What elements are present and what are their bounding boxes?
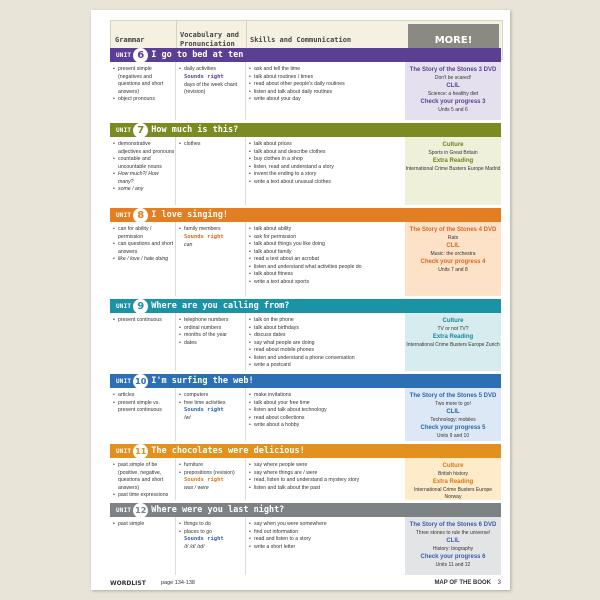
vocab-list xyxy=(179,521,245,552)
more-heading: The Story of the Stones 4 DVD xyxy=(409,227,497,233)
sounds-right-label: Sounds right xyxy=(184,407,224,414)
grammar-column xyxy=(110,222,175,296)
skill-item: • say where things are / were xyxy=(249,470,405,478)
vocab-item: • family members xyxy=(179,226,245,234)
more-item: Don't be scared! xyxy=(434,74,472,81)
more-item: Units 11 and 12 xyxy=(435,561,471,568)
vocab-column xyxy=(175,137,245,205)
vocab-column xyxy=(175,62,245,120)
grammar-item: • How much?/ How many? xyxy=(113,171,175,186)
skill-item: • talk about birthdays xyxy=(249,325,405,333)
unit-number-badge: 12 xyxy=(133,503,148,518)
more-heading: Culture xyxy=(442,142,464,148)
vocab-list xyxy=(179,141,245,149)
more-heading: The Story of the Stones 6 DVD xyxy=(409,522,497,528)
skill-item: • write a postcard xyxy=(249,362,405,370)
unit-title: How much is this? xyxy=(151,125,239,135)
skills-column xyxy=(245,62,405,120)
skill-item: • read about collections xyxy=(249,415,405,423)
grammar-list xyxy=(113,521,175,529)
pronunciation-item: /w/ xyxy=(184,415,191,422)
grammar-item: • articles xyxy=(113,392,175,400)
grammar-list xyxy=(113,462,175,500)
skill-item: • ask for permission xyxy=(249,234,405,242)
sounds-right-label: Sounds right xyxy=(184,477,224,484)
skill-item: • write a text about sports xyxy=(249,279,405,287)
unit-title-bar xyxy=(110,123,501,137)
unit-title: I go to bed at ten xyxy=(151,50,244,60)
unit-title-bar xyxy=(110,208,501,222)
skills-column xyxy=(245,517,405,575)
pronunciation-item: can xyxy=(184,241,193,248)
more-heading: CLIL xyxy=(446,408,460,415)
more-item: Sports in Great Britain xyxy=(428,149,478,156)
sounds-right-label: Sounds right xyxy=(184,233,224,240)
unit-label: UNIT xyxy=(116,506,132,514)
skill-item: • read about mobile phones xyxy=(249,347,405,355)
unit-title-bar xyxy=(110,503,501,517)
vocab-column xyxy=(175,517,245,575)
skill-item: • talk about fitness xyxy=(249,271,405,279)
vocab-item: • dates xyxy=(179,340,245,348)
more-item: Units 5 and 6 xyxy=(438,106,468,113)
vocab-column xyxy=(175,222,245,296)
more-item: Science: a healthy diet xyxy=(427,90,479,97)
unit-label: UNIT xyxy=(116,126,132,134)
skill-item: • talk about and describe clothes xyxy=(249,149,405,157)
skill-item: • listen and understand what activities people do xyxy=(249,264,405,272)
skill-item: • write about your day xyxy=(249,96,405,104)
vocab-item: • ordinal numbers xyxy=(179,325,245,333)
more-heading: CLIL xyxy=(446,537,460,544)
unit-label: UNIT xyxy=(116,447,132,455)
unit-title-bar xyxy=(110,299,501,313)
skills-column xyxy=(245,137,405,205)
unit-row xyxy=(110,458,501,500)
map-of-the-book-label: MAP OF THE BOOK xyxy=(434,580,491,586)
more-heading: Extra Reading xyxy=(432,157,474,164)
vocab-item: • months of the year xyxy=(179,332,245,340)
page-number: 3 xyxy=(497,580,501,586)
unit-number-badge: 8 xyxy=(133,208,148,223)
more-item: Music: the orchestra xyxy=(430,250,476,257)
grammar-list xyxy=(113,226,175,264)
vocab-list xyxy=(179,392,245,423)
skills-column xyxy=(245,388,405,441)
more-item: Two more to go! xyxy=(435,400,471,407)
skill-item: • say where people were xyxy=(249,462,405,470)
more-column xyxy=(405,313,501,371)
skills-list xyxy=(249,317,405,370)
skill-item: • talk about routines / times xyxy=(249,74,405,82)
grammar-item: • some / any xyxy=(113,186,175,194)
skill-item: • read about other people's daily routines xyxy=(249,81,405,89)
more-item: International Crime Busters Europe Zurich xyxy=(406,341,500,348)
grammar-column xyxy=(110,313,175,371)
unit-label: UNIT xyxy=(116,211,132,219)
vocab-column xyxy=(175,388,245,441)
footer xyxy=(110,580,501,592)
skill-item: • invent the ending to a story xyxy=(249,171,405,179)
more-column xyxy=(405,458,501,500)
vocab-item: • telephone numbers xyxy=(179,317,245,325)
more-column xyxy=(405,222,501,296)
unit-title-bar xyxy=(110,48,501,62)
skills-list xyxy=(249,462,405,492)
grammar-list xyxy=(113,392,175,415)
skill-item: • listen and talk about daily routines xyxy=(249,89,405,97)
unit-title: The chocolates were delicious! xyxy=(151,446,305,456)
skill-item: • read and listen to a story xyxy=(249,536,405,544)
more-heading: CLIL xyxy=(446,242,460,249)
skills-list xyxy=(249,521,405,551)
grammar-item: • demonstrative adjectives and pronouns xyxy=(113,141,175,156)
unit-number-badge: 10 xyxy=(133,374,148,389)
pronunciation-item: /t/ /d/ /ɪd/ xyxy=(184,544,205,551)
skill-item: • talk about things you like doing xyxy=(249,241,405,249)
grammar-item: • present continuous xyxy=(113,317,175,325)
skill-item: • say what people are doing xyxy=(249,340,405,348)
grammar-column xyxy=(110,388,175,441)
vocab-item: • furniture xyxy=(179,462,245,470)
unit-number-badge: 11 xyxy=(133,444,148,459)
more-item: Units 9 and 10 xyxy=(436,432,470,439)
more-item: History: biography xyxy=(432,545,474,552)
more-heading: Check your progress 6 xyxy=(420,553,486,560)
skills-list xyxy=(249,392,405,430)
grammar-item: • object pronouns xyxy=(113,96,175,104)
more-item: British history xyxy=(437,470,468,477)
more-item: Technology: mobiles xyxy=(430,416,476,423)
more-heading: The Story of the Stones 3 DVD xyxy=(409,67,497,73)
grammar-list xyxy=(113,317,175,325)
skills-list xyxy=(249,141,405,186)
vocab-item: • clothes xyxy=(179,141,245,149)
skills-column xyxy=(245,458,405,500)
more-heading: Culture xyxy=(442,318,464,324)
skill-item: • read, listen to and understand a mystery story xyxy=(249,477,405,485)
skill-item: • listen, read and understand a story xyxy=(249,164,405,172)
unit-row xyxy=(110,313,501,371)
unit-number-badge: 6 xyxy=(133,48,148,63)
skill-item: • talk on the phone xyxy=(249,317,405,325)
more-heading: The Story of the Stones 5 DVD xyxy=(409,393,497,399)
skills-list xyxy=(249,226,405,286)
unit-row xyxy=(110,517,501,575)
vocab-item: • free time activities xyxy=(179,400,245,408)
grammar-item: • past simple of be (positive, negative, questions and short answers) xyxy=(113,462,175,492)
unit-label: UNIT xyxy=(116,51,132,59)
unit-title: Where were you last night? xyxy=(151,505,285,515)
sounds-right-label: Sounds right xyxy=(184,73,224,80)
unit-number-badge: 9 xyxy=(133,299,148,314)
wordlist-page-ref: page 134-138 xyxy=(161,580,195,586)
unit-label: UNIT xyxy=(116,302,132,310)
skill-item: • listen and talk about technology xyxy=(249,407,405,415)
grammar-list xyxy=(113,141,175,194)
vocab-header: Vocabulary and Pronunciation xyxy=(180,31,240,48)
vocab-list xyxy=(179,226,245,249)
grammar-item: • present simple vs. present continuous xyxy=(113,400,175,415)
skill-item: • talk about prices xyxy=(249,141,405,149)
skills-header: Skills and Communication xyxy=(250,35,352,44)
unit-title: I'm surfing the web! xyxy=(151,376,254,386)
vocab-list xyxy=(179,317,245,347)
grammar-item: • like / love / hate doing xyxy=(113,256,175,264)
pronunciation-item: was / were xyxy=(184,485,209,492)
skill-item: • write a text about unusual clothes xyxy=(249,179,405,187)
vocab-list xyxy=(179,66,245,97)
vocab-column xyxy=(175,313,245,371)
skill-item: • find out information xyxy=(249,529,405,537)
skill-item: • listen and understand a phone conversation xyxy=(249,355,405,363)
unit-title: Where are you calling from? xyxy=(151,301,290,311)
more-column xyxy=(405,517,501,575)
unit-row xyxy=(110,222,501,296)
skill-item: • talk about ability xyxy=(249,226,405,234)
skill-item: • ask and tell the time xyxy=(249,66,405,74)
skill-item: • write a short letter xyxy=(249,544,405,552)
grammar-item: • can for ability / permission xyxy=(113,226,175,241)
book-page xyxy=(91,10,510,590)
pronunciation-item: days of the week chant (revision) xyxy=(184,81,238,96)
more-heading: Check your progress 3 xyxy=(420,98,486,105)
grammar-header: Grammar xyxy=(115,35,145,44)
skills-list xyxy=(249,66,405,104)
grammar-item: • past simple xyxy=(113,521,175,529)
grammar-column xyxy=(110,517,175,575)
grammar-column xyxy=(110,137,175,205)
unit-row xyxy=(110,388,501,441)
more-item: International Crime Busters Europe Norway xyxy=(413,486,493,500)
sounds-right-label: Sounds right xyxy=(184,536,224,543)
vocab-item: • computers xyxy=(179,392,245,400)
grammar-item: • past time expressions xyxy=(113,492,175,500)
more-heading: Check your progress 5 xyxy=(420,424,486,431)
unit-row xyxy=(110,62,501,120)
vocab-item: • things to do xyxy=(179,521,245,529)
more-item: Three stones to rule the universe! xyxy=(415,529,491,536)
skill-item: • talk about family xyxy=(249,249,405,257)
more-header: MORE! xyxy=(408,24,499,56)
unit-label: UNIT xyxy=(116,377,132,385)
more-heading: Extra Reading xyxy=(432,478,474,485)
unit-number-badge: 7 xyxy=(133,123,148,138)
skill-item: • buy clothes in a shop xyxy=(249,156,405,164)
unit-title: I love singing! xyxy=(151,210,229,220)
skill-item: • say when you were somewhere xyxy=(249,521,405,529)
unit-row xyxy=(110,137,501,205)
more-column xyxy=(405,137,501,205)
vocab-column xyxy=(175,458,245,500)
skills-column xyxy=(245,313,405,371)
unit-title-bar xyxy=(110,444,501,458)
more-heading: Check your progress 4 xyxy=(420,258,486,265)
skills-column xyxy=(245,222,405,296)
grammar-item: • can questions and short answers xyxy=(113,241,175,256)
vocab-item: • daily activities xyxy=(179,66,245,74)
grammar-item: • present simple (negatives and questions and short answers) xyxy=(113,66,175,96)
more-heading: Extra Reading xyxy=(432,333,474,340)
skill-item: • write about a hobby xyxy=(249,422,405,430)
vocab-list xyxy=(179,462,245,493)
more-column xyxy=(405,62,501,120)
skill-item: • talk about your free time xyxy=(249,400,405,408)
grammar-item: • countable and uncountable nouns xyxy=(113,156,175,171)
wordlist-label: WORDLIST xyxy=(110,580,146,587)
vocab-item: • prepositions (revision) xyxy=(179,470,245,478)
grammar-column xyxy=(110,62,175,120)
more-column xyxy=(405,388,501,441)
vocab-item: • places to go xyxy=(179,529,245,537)
more-item: International Crime Busters Europe Madrid xyxy=(405,165,501,172)
more-heading: CLIL xyxy=(446,82,460,89)
skill-item: • read a text about an acrobat xyxy=(249,256,405,264)
grammar-column xyxy=(110,458,175,500)
more-heading: Culture xyxy=(442,463,464,469)
more-item: Units 7 and 8 xyxy=(438,266,468,273)
skill-item: • discuss dates xyxy=(249,332,405,340)
more-item: TV or not TV? xyxy=(437,325,469,332)
grammar-list xyxy=(113,66,175,104)
skill-item: • make invitations xyxy=(249,392,405,400)
more-item: Rats xyxy=(447,234,459,241)
skill-item: • listen and talk about the past xyxy=(249,485,405,493)
unit-title-bar xyxy=(110,374,501,388)
